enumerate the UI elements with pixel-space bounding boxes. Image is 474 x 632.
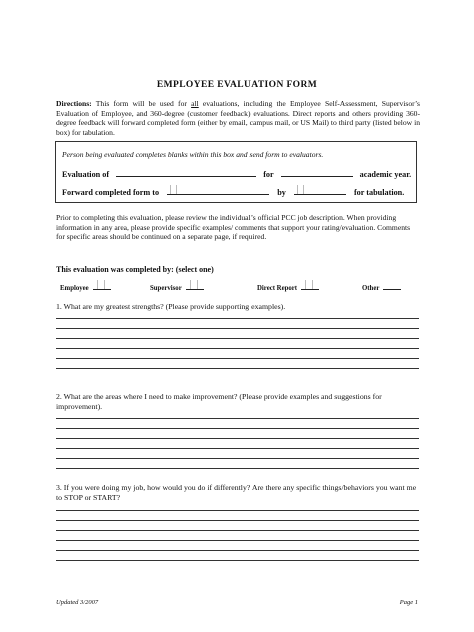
option-supervisor-blank[interactable] — [186, 281, 204, 290]
answer-line[interactable] — [56, 418, 419, 419]
for-tabulation-label: for tabulation. — [353, 188, 405, 197]
answer-line[interactable] — [56, 318, 419, 319]
answer-line[interactable] — [56, 438, 419, 439]
directions-underlined-word: all — [191, 99, 199, 108]
employee-name-field[interactable] — [116, 168, 256, 177]
answer-line[interactable] — [56, 510, 419, 511]
option-supervisor[interactable] — [150, 281, 204, 292]
option-direct-report-blank[interactable] — [301, 281, 319, 290]
evaluatee-info-box — [55, 141, 417, 203]
answer-line[interactable] — [56, 550, 419, 551]
academic-year-label: academic year. — [359, 170, 412, 179]
option-direct-report-label: Direct Report — [257, 285, 298, 292]
option-other-label: Other — [362, 285, 380, 292]
forward-to-label: Forward completed form to — [62, 188, 160, 197]
answer-line[interactable] — [56, 540, 419, 541]
answer-line[interactable] — [56, 520, 419, 521]
question-1: 1. What are my greatest strengths? (Please provide supporting examples). — [56, 302, 286, 311]
option-other[interactable] — [362, 281, 401, 292]
option-other-blank[interactable] — [383, 281, 401, 290]
evaluation-of-line — [62, 168, 411, 179]
answer-line[interactable] — [56, 560, 419, 561]
answer-line[interactable] — [56, 328, 419, 329]
answer-line[interactable] — [56, 348, 419, 349]
answer-line[interactable] — [56, 448, 419, 449]
option-employee[interactable] — [60, 281, 111, 292]
evaluator-type-options — [56, 281, 420, 295]
third-party-field[interactable] — [167, 186, 269, 195]
option-supervisor-label: Supervisor — [150, 285, 182, 292]
instructions-paragraph: Prior to completing this evaluation, please review the individual’s official PCC job description. When providing information in any area, please provide specific examples/ comments that support your rating/evaluation. Comments for specific areas should be continued on a separate page, if required. — [56, 213, 411, 242]
forward-line — [62, 186, 404, 197]
footer-page-number: Page 1 — [399, 599, 418, 606]
question-2: 2. What are the areas where I need to make improvement? (Please provide examples and suggestions for improvement). — [56, 392, 382, 411]
option-direct-report[interactable] — [257, 281, 319, 292]
answer-line[interactable] — [56, 468, 419, 469]
answer-line[interactable] — [56, 358, 419, 359]
directions-text-start: This form will be used for — [91, 99, 192, 108]
form-title: EMPLOYEE EVALUATION FORM — [156, 80, 318, 90]
academic-year-field[interactable] — [281, 168, 353, 177]
option-employee-blank[interactable] — [93, 281, 111, 290]
answer-line[interactable] — [56, 530, 419, 531]
completed-by-heading: This evaluation was completed by: (select one) — [56, 265, 214, 274]
directions-text-end: evaluations, including the Employee Self-Assessment, Supervisor’s Evaluation of Employee, and 360-degree (customer feedback) evaluations. Direct reports and others providing 360-degree feedback will forward completed form (either by email, campus mail, or US Mail) to third party (listed below in box) for tabulation. — [56, 99, 420, 137]
box-instruction: Person being evaluated completes blanks within this box and send form to evaluators. — [62, 150, 324, 159]
directions-paragraph — [56, 99, 420, 137]
due-date-field[interactable] — [294, 186, 346, 195]
answer-line[interactable] — [56, 338, 419, 339]
for-label: for — [263, 170, 274, 179]
option-employee-label: Employee — [60, 285, 89, 292]
directions-label: Directions: — [56, 99, 92, 108]
answer-line[interactable] — [56, 428, 419, 429]
by-label: by — [277, 188, 286, 197]
answer-line[interactable] — [56, 458, 419, 459]
evaluation-of-label: Evaluation of — [62, 170, 110, 179]
footer-updated-date: Updated 3/2007 — [56, 599, 99, 606]
question-3: 3. If you were doing my job, how would you do if differently? Are there any specific things/behaviors you want me to STOP or START? — [56, 483, 417, 502]
answer-line[interactable] — [56, 368, 419, 369]
